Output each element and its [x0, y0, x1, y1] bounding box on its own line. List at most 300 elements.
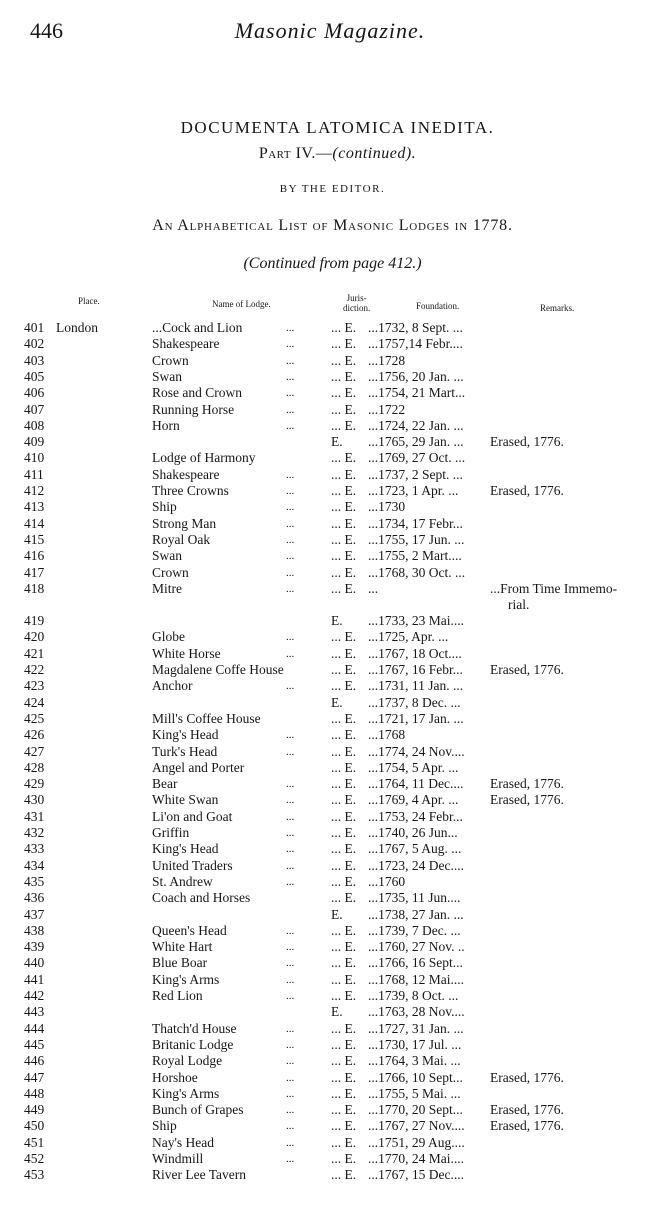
leader-dots: ... [286, 387, 295, 400]
leader-dots: ... [286, 1071, 295, 1084]
lodge-number: 421 [24, 645, 45, 661]
lodge-jurisdiction: ... E. [331, 385, 357, 401]
table-row [0, 744, 660, 760]
lodge-number: 441 [24, 971, 45, 987]
lodge-jurisdiction: ... E. [331, 320, 357, 335]
lodge-jurisdiction: ... E. [331, 1085, 357, 1101]
leader-dots: ... [286, 859, 295, 872]
lodge-name: King's Head [152, 727, 219, 743]
lodge-number: 435 [24, 873, 45, 889]
lodge-jurisdiction: ... E. [331, 450, 357, 466]
table-row [0, 434, 660, 450]
table-row [0, 907, 660, 923]
lodge-foundation: ...1769, 27 Oct. ... [368, 450, 466, 466]
lodge-foundation: ...1734, 17 Febr... [368, 515, 463, 531]
table-row [0, 1021, 660, 1037]
article-subtitle: An Alphabetical List of Masonic Lodges in 1778. [152, 217, 513, 234]
lodge-jurisdiction: ... E. [331, 352, 357, 368]
lodge-foundation: ...1722 [368, 401, 406, 417]
header-remarks: Remarks. [540, 303, 575, 313]
leader-dots: ... [286, 403, 295, 416]
lodge-number: 414 [24, 515, 45, 531]
lodge-jurisdiction: ... E. [331, 1036, 357, 1052]
lodge-foundation: ...1723, 1 Apr. ... [368, 483, 459, 498]
lodge-name: Running Horse [152, 401, 235, 417]
header-jurisdiction-line1: Juris- [346, 293, 367, 303]
lodge-remarks: Erased, 1776. [490, 1102, 564, 1118]
table-row [0, 499, 660, 515]
lodge-jurisdiction: ... E. [331, 873, 357, 889]
table-row [0, 581, 660, 597]
leader-dots: ... [286, 501, 295, 514]
lodge-number: 423 [24, 678, 45, 694]
table-row [0, 1004, 660, 1020]
lodge-jurisdiction: ... E. [331, 531, 357, 547]
table-row [0, 923, 660, 939]
lodge-number: 417 [24, 564, 45, 580]
table-row [0, 1053, 660, 1069]
lodge-name: White Hart [152, 939, 213, 955]
lodge-foundation: ... [368, 580, 379, 596]
table-row [0, 678, 660, 694]
lodge-number: 422 [24, 662, 45, 677]
lodge-jurisdiction: ... E. [331, 515, 357, 531]
lodge-name: Shakespeare [152, 336, 220, 352]
leader-dots: ... [286, 957, 295, 970]
lodge-name: ...Cock and Lion [152, 320, 243, 335]
lodge-jurisdiction: ... E. [331, 1134, 357, 1150]
lodge-foundation: ...1737, 2 Sept. ... [368, 466, 463, 482]
leader-dots: ... [286, 485, 295, 497]
table-row [0, 1102, 660, 1118]
leader-dots: ... [286, 468, 295, 481]
table-row-continuation [0, 597, 660, 613]
lodge-name: Globe [152, 629, 185, 645]
table-row [0, 1037, 660, 1053]
lodge-jurisdiction: ... E. [331, 727, 357, 743]
lodge-name: Shakespeare [152, 466, 220, 482]
lodge-number: 424 [24, 694, 45, 710]
byline: BY THE EDITOR. [279, 183, 386, 195]
table-row [0, 629, 660, 645]
lodge-jurisdiction: ... E. [331, 825, 357, 840]
leader-dots: ... [286, 990, 295, 1002]
lodge-jurisdiction: ... E. [331, 368, 357, 384]
lodge-foundation: ...1737, 8 Dec. ... [368, 694, 461, 710]
lodge-name: Lodge of Harmony [152, 450, 256, 466]
lodge-number: 450 [24, 1118, 45, 1134]
leader-dots: ... [286, 827, 295, 839]
lodge-number: 402 [24, 336, 45, 352]
leader-dots: ... [286, 1136, 295, 1149]
lodge-foundation: ...1751, 29 Aug.... [368, 1134, 465, 1150]
leader-dots: ... [286, 533, 295, 546]
table-row [0, 939, 660, 955]
lodge-jurisdiction: ... E. [331, 1053, 357, 1069]
lodge-jurisdiction: ... E. [331, 1151, 357, 1166]
lodge-foundation: ...1768 [368, 727, 406, 743]
leader-dots: ... [286, 419, 295, 432]
page-number: 446 [30, 18, 63, 43]
lodge-name: Thatch'd House [152, 1020, 237, 1036]
lodge-number: 438 [24, 922, 45, 938]
lodge-jurisdiction: ... E. [331, 792, 357, 808]
lodge-number: 447 [24, 1069, 45, 1085]
lodge-jurisdiction: E. [331, 906, 343, 922]
table-row [0, 418, 660, 434]
lodge-foundation: ...1753, 24 Febr... [368, 808, 463, 824]
table-row [0, 760, 660, 776]
lodge-jurisdiction: ... E. [331, 1167, 357, 1183]
table-row [0, 662, 660, 678]
lodge-name: Mill's Coffee House [152, 710, 261, 726]
lodge-foundation: ...1755, 5 Mai. ... [368, 1085, 461, 1101]
header-place: Place. [78, 296, 100, 306]
lodge-number: 440 [24, 955, 45, 971]
lodge-name: Ship [152, 499, 177, 515]
table-row [0, 890, 660, 906]
lodge-name: White Swan [152, 792, 219, 808]
lodge-foundation: ...1760 [368, 873, 406, 889]
lodge-jurisdiction: ... E. [331, 564, 357, 580]
lodge-number: 425 [24, 710, 45, 726]
lodge-name: Swan [152, 548, 182, 564]
lodge-name: Strong Man [152, 515, 217, 531]
lodge-number: 445 [24, 1036, 45, 1052]
lodge-number: 452 [24, 1151, 45, 1166]
lodge-jurisdiction: ... E. [331, 336, 357, 352]
lodge-name: Royal Lodge [152, 1053, 223, 1069]
lodge-foundation: ...1770, 24 Mai.... [368, 1151, 464, 1166]
lodge-name: Britanic Lodge [152, 1036, 234, 1052]
header-foundation: Foundation. [416, 301, 460, 311]
lodge-name: Coach and Horses [152, 890, 251, 906]
header-jurisdiction-line2: diction. [343, 303, 371, 313]
part-continued: (continued). [332, 145, 417, 162]
lodge-foundation: ...1768, 30 Oct. ... [368, 564, 466, 580]
lodge-number: 427 [24, 743, 45, 759]
lodge-jurisdiction: ... E. [331, 483, 357, 498]
lodge-jurisdiction: ... E. [331, 417, 357, 433]
table-row [0, 809, 660, 825]
table-row [0, 792, 660, 808]
part-label: Part IV.— [258, 145, 333, 162]
lodge-jurisdiction: ... E. [331, 988, 357, 1003]
leader-dots: ... [286, 973, 295, 986]
table-row [0, 467, 660, 483]
leader-dots: ... [286, 370, 295, 383]
table-row [0, 825, 660, 841]
lodge-foundation: ...1731, 11 Jan. ... [368, 678, 464, 694]
lodge-name: Mitre [152, 580, 182, 596]
table-row [0, 613, 660, 629]
table-row [0, 402, 660, 418]
article-part [0, 145, 660, 163]
lodge-jurisdiction: ... E. [331, 580, 357, 596]
lodge-jurisdiction: ... E. [331, 922, 357, 938]
lodge-number: 444 [24, 1020, 45, 1036]
lodge-number: 409 [24, 434, 45, 450]
lodge-foundation: ...1767, 16 Febr... [368, 662, 463, 677]
lodge-foundation: ...1764, 3 Mai. ... [368, 1053, 461, 1069]
lodge-jurisdiction: ... E. [331, 743, 357, 759]
lodge-foundation: ...1770, 20 Sept... [368, 1102, 463, 1118]
leader-dots: ... [286, 875, 295, 888]
lodge-number: 403 [24, 352, 45, 368]
lodge-remarks: Erased, 1776. [490, 1069, 564, 1085]
lodge-number: 431 [24, 808, 45, 824]
table-row [0, 1086, 660, 1102]
lodge-name: Rose and Crown [152, 385, 242, 401]
lodge-remarks-continued: rial. [508, 596, 530, 612]
leader-dots: ... [286, 566, 295, 579]
lodge-number: 419 [24, 613, 45, 629]
lodge-name: Angel and Porter [152, 759, 245, 775]
table-row [0, 972, 660, 988]
leader-dots: ... [286, 729, 295, 742]
lodge-number: 429 [24, 776, 45, 792]
lodge-number: 432 [24, 825, 45, 840]
lodge-jurisdiction: ... E. [331, 939, 357, 955]
lodge-foundation: ...1725, Apr. ... [368, 629, 449, 645]
table-row [0, 695, 660, 711]
lodge-foundation: ...1769, 4 Apr. ... [368, 792, 459, 808]
lodge-name: Crown [152, 352, 189, 368]
lodge-foundation: ...1754, 5 Apr. ... [368, 759, 459, 775]
lodge-number: 410 [24, 450, 45, 466]
lodge-foundation: ...1756, 20 Jan. ... [368, 368, 464, 384]
table-row [0, 353, 660, 369]
table-row [0, 336, 660, 352]
lodge-foundation: ...1765, 29 Jan. ... [368, 434, 464, 450]
lodge-foundation: ...1763, 28 Nov.... [368, 1004, 465, 1020]
article-title: DOCUMENTA LATOMICA INEDITA. [180, 118, 495, 137]
lodge-number: 437 [24, 906, 45, 922]
lodge-foundation: ...1766, 10 Sept... [368, 1069, 463, 1085]
lodge-foundation: ...1740, 26 Jun... [368, 825, 458, 840]
lodge-name: Magdalene Coffe House [152, 662, 284, 677]
lodge-jurisdiction: E. [331, 1004, 343, 1020]
lodge-foundation: ...1739, 7 Dec. ... [368, 922, 461, 938]
lodge-remarks: Erased, 1776. [490, 434, 564, 450]
running-head: Masonic Magazine. [234, 18, 426, 43]
lodge-jurisdiction: ... E. [331, 971, 357, 987]
table-row [0, 1167, 660, 1183]
leader-dots: ... [286, 354, 295, 367]
continued-from: (Continued from page 412.) [243, 255, 422, 272]
table-row [0, 988, 660, 1004]
lodge-foundation: ...1723, 24 Dec.... [368, 857, 464, 873]
lodge-jurisdiction: ... E. [331, 1118, 357, 1134]
lodge-name: Griffin [152, 825, 190, 840]
lodge-foundation: ...1767, 27 Nov.... [368, 1118, 465, 1134]
leader-dots: ... [286, 680, 295, 693]
lodge-foundation: ...1767, 18 Oct.... [368, 645, 462, 661]
leader-dots: ... [286, 924, 295, 937]
lodge-jurisdiction: E. [331, 613, 343, 629]
lodge-foundation: ...1732, 8 Sept. ... [368, 320, 463, 335]
leader-dots: ... [286, 794, 295, 807]
leader-dots: ... [286, 1104, 295, 1117]
lodge-name: Ship [152, 1118, 177, 1134]
lodge-foundation: ...1728 [368, 352, 406, 368]
lodge-name: Queen's Head [152, 922, 227, 938]
lodge-foundation: ...1757,14 Febr.... [368, 336, 463, 352]
lodge-foundation: ...1730, 17 Jul. ... [368, 1036, 462, 1052]
lodge-jurisdiction: ... E. [331, 776, 357, 792]
leader-dots: ... [286, 843, 295, 856]
header-jurisdiction [343, 293, 370, 313]
lodge-name: Horn [152, 417, 180, 433]
lodge-number: 442 [24, 988, 45, 1003]
lodge-jurisdiction: ... E. [331, 955, 357, 971]
lodge-number: 420 [24, 629, 45, 645]
table-row [0, 320, 660, 336]
lodge-jurisdiction: ... E. [331, 841, 357, 857]
lodge-foundation: ...1760, 27 Nov. .. [368, 939, 465, 955]
lodge-foundation: ...1739, 8 Oct. ... [368, 988, 459, 1003]
table-row [0, 776, 660, 792]
lodge-name: Bunch of Grapes [152, 1102, 244, 1118]
lodge-number: 406 [24, 385, 45, 401]
table-row [0, 548, 660, 564]
table-row [0, 1135, 660, 1151]
table-row [0, 874, 660, 890]
lodge-number: 405 [24, 368, 45, 384]
lodge-jurisdiction: ... E. [331, 401, 357, 417]
leader-dots: ... [286, 1087, 295, 1100]
lodge-remarks: Erased, 1776. [490, 792, 564, 808]
lodge-remarks: Erased, 1776. [490, 483, 564, 498]
lodge-number: 439 [24, 939, 45, 955]
lodge-number: 448 [24, 1085, 45, 1101]
lodge-foundation: ...1733, 23 Mai.... [368, 613, 464, 629]
table-row [0, 858, 660, 874]
lodge-foundation: ...1766, 16 Sept... [368, 955, 463, 971]
lodge-name: Red Lion [152, 988, 203, 1003]
table-row [0, 646, 660, 662]
lodge-name: Windmill [152, 1151, 204, 1166]
table-row [0, 1070, 660, 1086]
lodge-foundation: ...1767, 5 Aug. ... [368, 841, 462, 857]
leader-dots: ... [286, 1120, 295, 1133]
lodge-remarks: Erased, 1776. [490, 1118, 564, 1134]
leader-dots: ... [286, 582, 295, 595]
lodge-jurisdiction: ... E. [331, 645, 357, 661]
lodge-jurisdiction: ... E. [331, 678, 357, 694]
lodge-name: Three Crowns [152, 483, 229, 498]
lodge-number: 436 [24, 890, 45, 906]
lodge-foundation: ...1755, 17 Jun. ... [368, 531, 465, 547]
lodge-name: Crown [152, 564, 189, 580]
lodge-number: 446 [24, 1053, 45, 1069]
lodge-jurisdiction: ... E. [331, 466, 357, 482]
lodge-number: 430 [24, 792, 45, 808]
table-row [0, 483, 660, 499]
lodge-remarks: ...From Time Immemo- [490, 580, 618, 596]
lodge-number: 426 [24, 727, 45, 743]
table-row [0, 1151, 660, 1167]
lodge-foundation: ...1735, 11 Jun.... [368, 890, 461, 906]
lodge-name: River Lee Tavern [152, 1167, 247, 1183]
lodge-name: Li'on and Goat [152, 808, 233, 824]
lodge-foundation: ...1767, 15 Dec.... [368, 1167, 464, 1183]
lodge-number: 416 [24, 548, 45, 564]
lodge-name: Nay's Head [152, 1134, 215, 1150]
lodge-jurisdiction: ... E. [331, 1102, 357, 1118]
leader-dots: ... [286, 1038, 295, 1051]
lodge-foundation: ...1730 [368, 499, 406, 515]
lodge-name: Royal Oak [152, 531, 211, 547]
leader-dots: ... [286, 1055, 295, 1068]
lodge-name: Turk's Head [152, 743, 218, 759]
leader-dots: ... [286, 941, 295, 954]
lodge-number: 412 [24, 483, 45, 498]
lodge-name: United Traders [152, 857, 233, 873]
table-row [0, 516, 660, 532]
lodge-number: 434 [24, 857, 45, 873]
lodge-foundation: ...1755, 2 Mart.... [368, 548, 462, 564]
lodge-name: Horshoe [152, 1069, 198, 1085]
lodge-number: 428 [24, 759, 45, 775]
lodge-number: 433 [24, 841, 45, 857]
leader-dots: ... [286, 1022, 295, 1035]
lodge-name: White Horse [152, 645, 221, 661]
header-name: Name of Lodge. [212, 299, 271, 309]
lodge-name: King's Arms [152, 971, 220, 987]
leader-dots: ... [286, 1153, 295, 1165]
table-row [0, 369, 660, 385]
leader-dots: ... [286, 550, 295, 563]
lodge-name: King's Arms [152, 1085, 220, 1101]
lodge-jurisdiction: ... E. [331, 548, 357, 564]
lodge-number: 408 [24, 417, 45, 433]
lodge-jurisdiction: ... E. [331, 857, 357, 873]
lodge-number: 411 [24, 466, 44, 482]
lodge-jurisdiction: ... E. [331, 710, 357, 726]
lodge-jurisdiction: ... E. [331, 499, 357, 515]
lodge-number: 407 [24, 401, 45, 417]
lodge-jurisdiction: ... E. [331, 1020, 357, 1036]
leader-dots: ... [286, 338, 295, 351]
lodge-number: 418 [24, 580, 45, 596]
table-row [0, 727, 660, 743]
leader-dots: ... [286, 631, 295, 644]
table-row [0, 841, 660, 857]
lodge-jurisdiction: ... E. [331, 629, 357, 645]
lodge-remarks: Erased, 1776. [490, 662, 564, 677]
lodge-foundation: ...1768, 12 Mai.... [368, 971, 464, 987]
lodge-remarks: Erased, 1776. [490, 776, 564, 792]
lodge-foundation: ...1738, 27 Jan. ... [368, 906, 464, 922]
table-row [0, 955, 660, 971]
lodge-number: 413 [24, 499, 45, 515]
lodge-place: London [56, 320, 98, 335]
lodge-foundation: ...1727, 31 Jan. ... [368, 1020, 464, 1036]
table-row [0, 711, 660, 727]
lodge-foundation: ...1774, 24 Nov.... [368, 743, 465, 759]
lodge-foundation: ...1724, 22 Jan. ... [368, 417, 464, 433]
leader-dots: ... [286, 810, 295, 823]
lodge-name: Bear [152, 776, 178, 792]
leader-dots: ... [286, 647, 295, 660]
lodge-number: 415 [24, 531, 45, 547]
leader-dots: ... [286, 517, 295, 530]
lodge-name: King's Head [152, 841, 219, 857]
lodge-name: Anchor [152, 678, 193, 694]
lodge-foundation: ...1721, 17 Jan. ... [368, 710, 464, 726]
lodge-jurisdiction: ... E. [331, 808, 357, 824]
